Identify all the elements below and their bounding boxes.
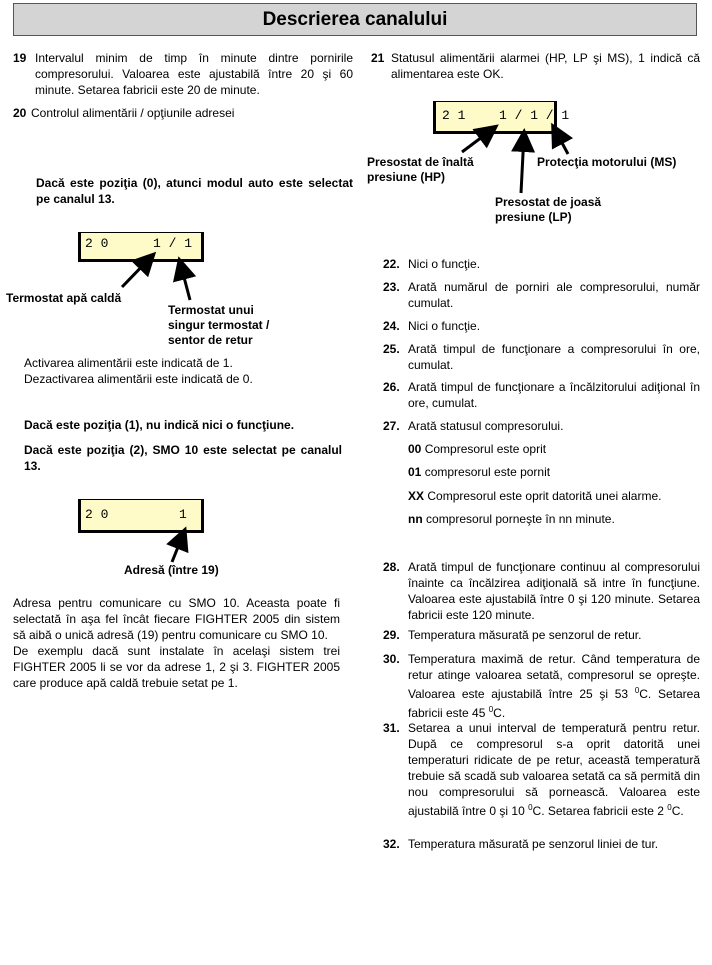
status-code: nn — [408, 512, 423, 526]
item-number: 28. — [383, 560, 400, 574]
item-text: Statusul alimentării alarmei (HP, LP şi MS), 1 indică că alimentarea este OK. — [391, 51, 700, 81]
label-high-pressure: Presostat de înaltă presiune (HP) — [367, 155, 474, 184]
item-number: 26. — [383, 380, 400, 394]
lcd-value: 1 — [179, 507, 187, 522]
label-low-pressure: Presostat de joasă presiune (LP) — [495, 195, 602, 224]
item-text: Temperatura măsurată pe senzorul liniei de tur. — [408, 837, 659, 851]
arrow-single-thermostat — [180, 262, 190, 300]
item-number: 30. — [383, 652, 400, 666]
item-number: 21 — [371, 51, 385, 65]
item-text: Arată numărul de porniri ale compresorului, număr cumulat. — [408, 280, 700, 310]
item-number: 31. — [383, 721, 400, 735]
position-2-text: Dacă este poziţia (2), SMO 10 este selectat pe canalul 13. — [24, 443, 342, 473]
item-text: Temperatura măsurată pe senzorul de retur. — [408, 628, 642, 642]
lcd-channel: 2 0 — [85, 507, 109, 522]
status-description: Compresorul este oprit datorită unei alarme. — [427, 489, 662, 503]
item-text: Nici o funcţie. — [408, 319, 481, 333]
item-number: 22. — [383, 257, 400, 271]
item-text: Arată timpul de funcţionare a încălzitorului adiţional în ore, cumulat. — [408, 380, 700, 410]
item-number: 25. — [383, 342, 400, 356]
item-number: 29. — [383, 628, 400, 642]
item-text: Nici o funcţie. — [408, 257, 481, 271]
position-0-text: Dacă este poziţia (0), atunci modul auto este selectat pe canalul 13. — [36, 176, 353, 206]
item-number: 27. — [383, 419, 400, 433]
status-code: 01 — [408, 465, 422, 479]
arrow-hp — [462, 128, 494, 152]
status-description: compresorul porneşte în nn minute. — [426, 512, 615, 526]
address-description: Adresa pentru comunicare cu SMO 10. Aceasta poate fi selectată în aşa fel încât fiecare FIGHTER 2005 din sistem să aibă o unică adresă (19) pentru comunicare cu SMO 10. De exemplu dacă sunt instalate în acelaşi sistem trei FIGHTER 2005 li se vor da adrese 1, 2 şi 3. FIGHTER 2005 care produce apă caldă trebuie setat pe 1. — [13, 596, 340, 690]
arrow-ms — [554, 128, 568, 154]
lcd-value: 1 / 1 / 1 — [499, 108, 570, 123]
lcd-value: 1 / 1 — [153, 236, 193, 251]
label-hot-water-thermostat: Termostat apă caldă — [6, 291, 122, 305]
label-single-thermostat: Termostat unui singur termostat / sentor de retur — [168, 303, 270, 347]
status-description: compresorul este pornit — [424, 465, 551, 479]
lcd-channel: 2 1 — [442, 108, 466, 123]
item-number: 19 — [13, 51, 27, 65]
status-code: 00 — [408, 442, 422, 456]
arrow-hot-water — [122, 256, 152, 287]
arrow-address — [172, 532, 184, 562]
status-description: Compresorul este oprit — [424, 442, 547, 456]
item-text: Arată timpul de funcţionare a compresorului în ore, cumulat. — [408, 342, 700, 372]
label-motor-protection: Protecţia motorului (MS) — [537, 155, 677, 169]
item-number: 20 — [13, 106, 27, 120]
item-text: Arată timpul de funcţionare continuu al compresorului înainte ca încălzirea adiţională să intre în funcţiune. Valoarea este ajustabilă între 0 şi 120 minute. Setarea fabricii este 120 minute. — [408, 560, 700, 622]
item-text: Arată statusul compresorului. — [408, 419, 564, 433]
activation-text: Activarea alimentării este indicată de 1. Dezactivarea alimentării este indicată de 0. — [24, 356, 253, 386]
position-1-text: Dacă este poziţia (1), nu indică nici o funcţiune. — [24, 418, 295, 432]
label-address: Adresă (între 19) — [124, 563, 219, 577]
item-text: Intervalul minim de timp în minute dintre pornirile compresorului. Valoarea este ajustabilă între 20 şi 60 minute. Setarea fabricii este 20 de minute. — [35, 51, 353, 97]
lcd-channel: 2 0 — [85, 236, 109, 251]
item-number: 32. — [383, 837, 400, 851]
arrow-lp — [521, 134, 524, 193]
item-number: 23. — [383, 280, 400, 294]
item-30: 30. Temperatura maximă de retur. Când temperatura de retur atinge valoarea setată, compresorul se opreşte. Valoarea este ajustabilă între 25 şi 53 $^0$C. Setarea fabricii este 45 $^0$C. — [383, 652, 700, 720]
item-number: 24. — [383, 319, 400, 333]
status-code: XX — [408, 489, 425, 503]
item-text: Controlul alimentării / opţiunile adresei — [31, 106, 235, 120]
item-31: 31. Setarea a unui interval de temperatură pentru retur. După ce compresorul s-a oprit datorită unei temperaturi ridicate de pe retur, această temperatură trebuie să scadă sub valoarea setată ca să permită din nou compresorului să pornească. Valoarea este ajustabilă între 0 şi 10 $^0$C. Setarea fabricii este 2 $^0$C. — [383, 721, 700, 818]
page-title: Descrierea canalului — [13, 3, 697, 36]
